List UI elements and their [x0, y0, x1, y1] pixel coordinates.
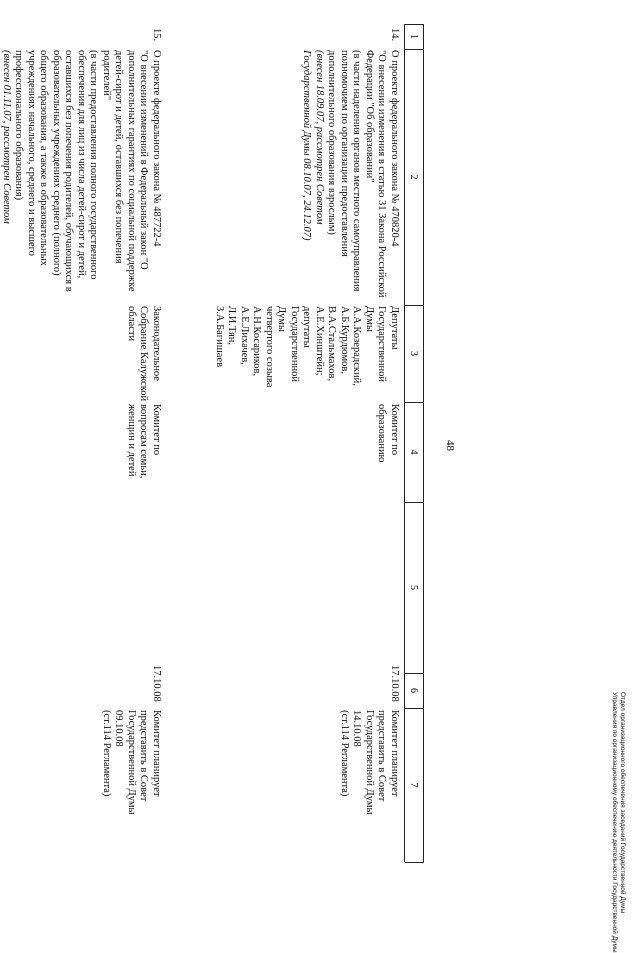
row-15-title-block: [0, 50, 162, 305]
row-14-remark: Комитет планирует представить в Совет Государственной Думы 14.10.08 (ст.114 Регламента): [339, 710, 400, 815]
table-top-border: [423, 24, 424, 862]
col-num-5: 5: [408, 585, 419, 590]
row-14-committee: Комитет по образованию: [376, 404, 400, 463]
col-num-4: 4: [408, 449, 419, 455]
col-num-7: 7: [408, 782, 419, 788]
col-num-1: 1: [408, 34, 419, 39]
row-14-title-block: [300, 50, 400, 305]
row-15-initiator: Законодательное Собрание Калужской области: [126, 306, 162, 402]
row-15-remark: Комитет планирует представить в Совет Государственной Думы 09.10.08 (ст.114 Регламента): [101, 710, 162, 815]
row-15-committee: Комитет по вопросам семьи, женщин и детей: [126, 404, 162, 479]
row-14-title: О проекте федерального закона № 470820-4 "О внесении изменения в статью 31 Закона Российской Федерации "Об образовании" (в части наделения органов местного самоуправления полномочием по организации предоставления дополнительного образования взрослым): [326, 50, 400, 298]
row-15-title: О проекте федерального закона № 487722-4 "О внесении изменений в Федеральный закон "О дополнительных гарантиях по социальной поддержке детей-сирот и детей, оставшихся без попечения родителей" (в части предоставления полного государственного обеспечения для лиц из числа детей-сирот и детей, оставшихся без попечения родителей, обучающихся в образовательных учреждениях среднего (полного) общего образования, а также в образовательных учреждениях начального, среднего и высшего профессионального образования): [13, 50, 162, 292]
table-right-border: [405, 862, 424, 863]
row-15-num: 15.: [151, 28, 162, 42]
page-number: 48: [444, 440, 456, 451]
table-header-border: [404, 24, 405, 862]
col-num-3: 3: [408, 351, 419, 356]
col-num-2: 2: [408, 174, 419, 180]
col-num-6: 6: [408, 688, 419, 693]
row-15-date: 17.10.08: [151, 665, 162, 702]
row-14-initiator: Депутаты Государственной Думы А.А.Козерадский, А.Б.Курдюмов, В.А.Стальмахов, А.Е.Хинштейн; депутаты Государственной Думы четвертого созыва А.Н.Косариков, А.Е.Лихачев, Л.И.Тян, З.А.Багишаев: [214, 306, 400, 388]
footer-line-1: Отдел организационного обеспечения заседаний Государственной Думы: [619, 692, 626, 914]
footer: [610, 692, 626, 953]
footer-line-2: Управления по организационному обеспечению деятельности Государственной Думы: [611, 692, 618, 953]
row-14-num: 14.: [389, 28, 400, 42]
row-14-note: (внесен 18.09.07, рассмотрен Советом Государственной Думы 08.10.07, 24.12.07): [301, 50, 325, 241]
row-15-note: (внесен 01.11.07, рассмотрен Советом: [1, 50, 12, 224]
row-14-date: 17.10.08: [389, 665, 400, 702]
